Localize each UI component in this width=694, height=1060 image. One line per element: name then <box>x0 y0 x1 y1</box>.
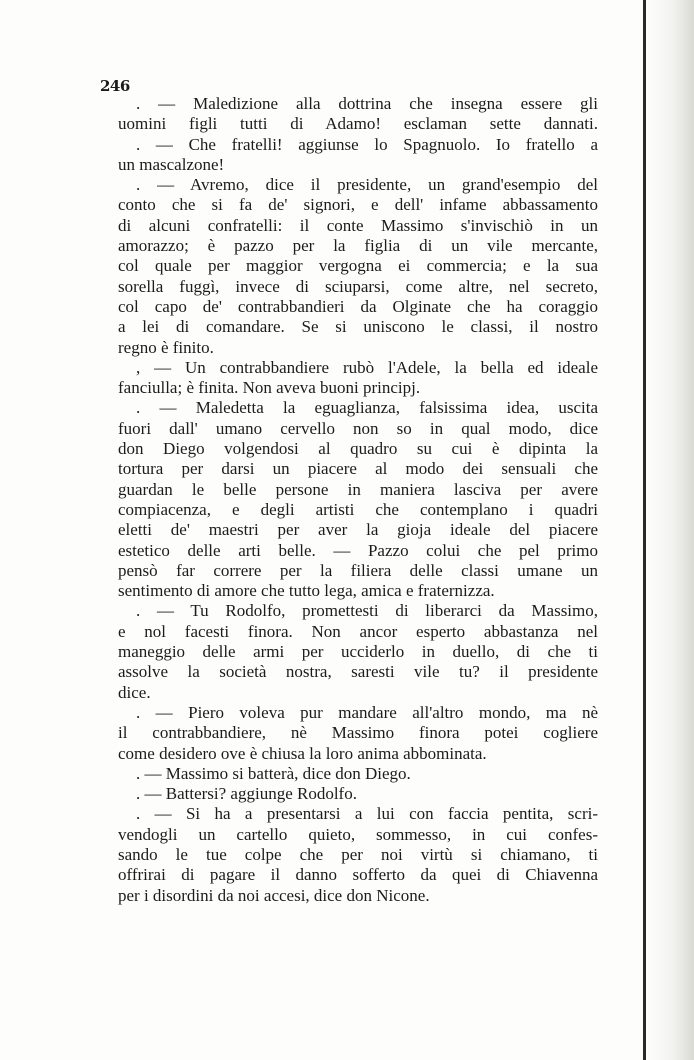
text-line: pensò far correre per la filiera delle classi umane un <box>118 560 598 580</box>
text-line: . — Tu Rodolfo, promettesti di liberarci da Massimo, <box>136 601 598 621</box>
text-line: regno è finito. <box>118 337 214 357</box>
text-line: col quale per maggior vergogna ei commercia; e la sua <box>118 256 598 276</box>
text-line: un mascalzone! <box>118 154 225 174</box>
page-number: 246 <box>100 77 130 95</box>
text-line: e nol facesti finora. Non ancor esperto abbastanza nel <box>118 621 598 641</box>
text-line: dice. <box>118 682 151 702</box>
text-line: . — Piero voleva pur mandare all'altro mondo, ma nè <box>136 702 598 722</box>
text-line: estetico delle arti belle. — Pazzo colui che pel primo <box>118 540 598 560</box>
text-line: don Diego volgendosi al quadro su cui è dipinta la <box>118 439 598 459</box>
text-line: a lei di comandare. Se si uniscono le classi, il nostro <box>118 317 598 337</box>
text-line: compiacenza, e degli artisti che contemplano i quadri <box>118 499 598 519</box>
text-line: col capo de' contrabbandieri da Olginate che ha coraggio <box>118 296 598 316</box>
text-line: sando le tue colpe che per noi virtù si chiamano, ti <box>118 844 598 864</box>
text-line: come desidero ove è chiusa la loro anima abbominata. <box>118 743 487 763</box>
text-line: . — Avremo, dice il presidente, un grand'esempio del <box>136 175 598 195</box>
text-line: eletti de' maestri per aver la gioja ideale del piacere <box>118 520 598 540</box>
text-line: fuori dall' umano cervello non so in qual modo, dice <box>118 418 598 438</box>
text-line: sorella fuggì, invece di sciuparsi, come altre, nel secreto, <box>118 276 598 296</box>
text-line: maneggio delle armi per ucciderlo in duello, di che ti <box>118 642 598 662</box>
text-line: amorazzo; è pazzo per la figlia di un vile mercante, <box>118 236 598 256</box>
text-line: . — Si ha a presentarsi a lui con faccia pentita, scri- <box>136 804 598 824</box>
text-line: conto che si fa de' signori, e dell' infame abbassamento <box>118 195 598 215</box>
text-line: . — Che fratelli! aggiunse lo Spagnuolo. Io fratello a <box>136 134 598 154</box>
text-line: sentimento di amore che tutto lega, amica e fraternizza. <box>118 581 495 601</box>
text-line: . — Maledizione alla dottrina che insegna essere gli <box>136 94 598 113</box>
text-line: , — Un contrabbandiere rubò l'Adele, la bella ed ideale <box>136 357 598 377</box>
text-line: di alcuni confratelli: il conte Massimo s'invischiò in un <box>118 215 598 235</box>
text-line: . — Massimo si batterà, dice don Diego. <box>136 763 411 783</box>
text-line: guardan le belle persone in maniera lasciva per avere <box>118 479 598 499</box>
text-line: vendogli un cartello quieto, sommesso, in cui confes- <box>118 824 598 844</box>
text-line: uomini figli tutti di Adamo! esclaman sette dannati. <box>118 114 598 134</box>
page-edge-shadow <box>648 0 694 1060</box>
text-line: fanciulla; è finita. Non aveva buoni principj. <box>118 378 421 398</box>
text-line: . — Battersi? aggiunge Rodolfo. <box>136 784 357 804</box>
page-body <box>118 94 598 906</box>
text-line: il contrabbandiere, nè Massimo finora potei cogliere <box>118 723 598 743</box>
text-line: . — Maledetta la eguaglianza, falsissima idea, uscita <box>136 398 598 418</box>
text-line: tortura per darsi un piacere al modo dei sensuali che <box>118 459 598 479</box>
text-line: offrirai di pagare il danno sofferto da quei di Chiavenna <box>118 865 598 885</box>
text-line: assolve la società nostra, saresti vile tu? il presidente <box>118 662 598 682</box>
page-edge-line <box>643 0 646 1060</box>
text-line: per i disordini da noi accesi, dice don Nicone. <box>118 885 430 905</box>
